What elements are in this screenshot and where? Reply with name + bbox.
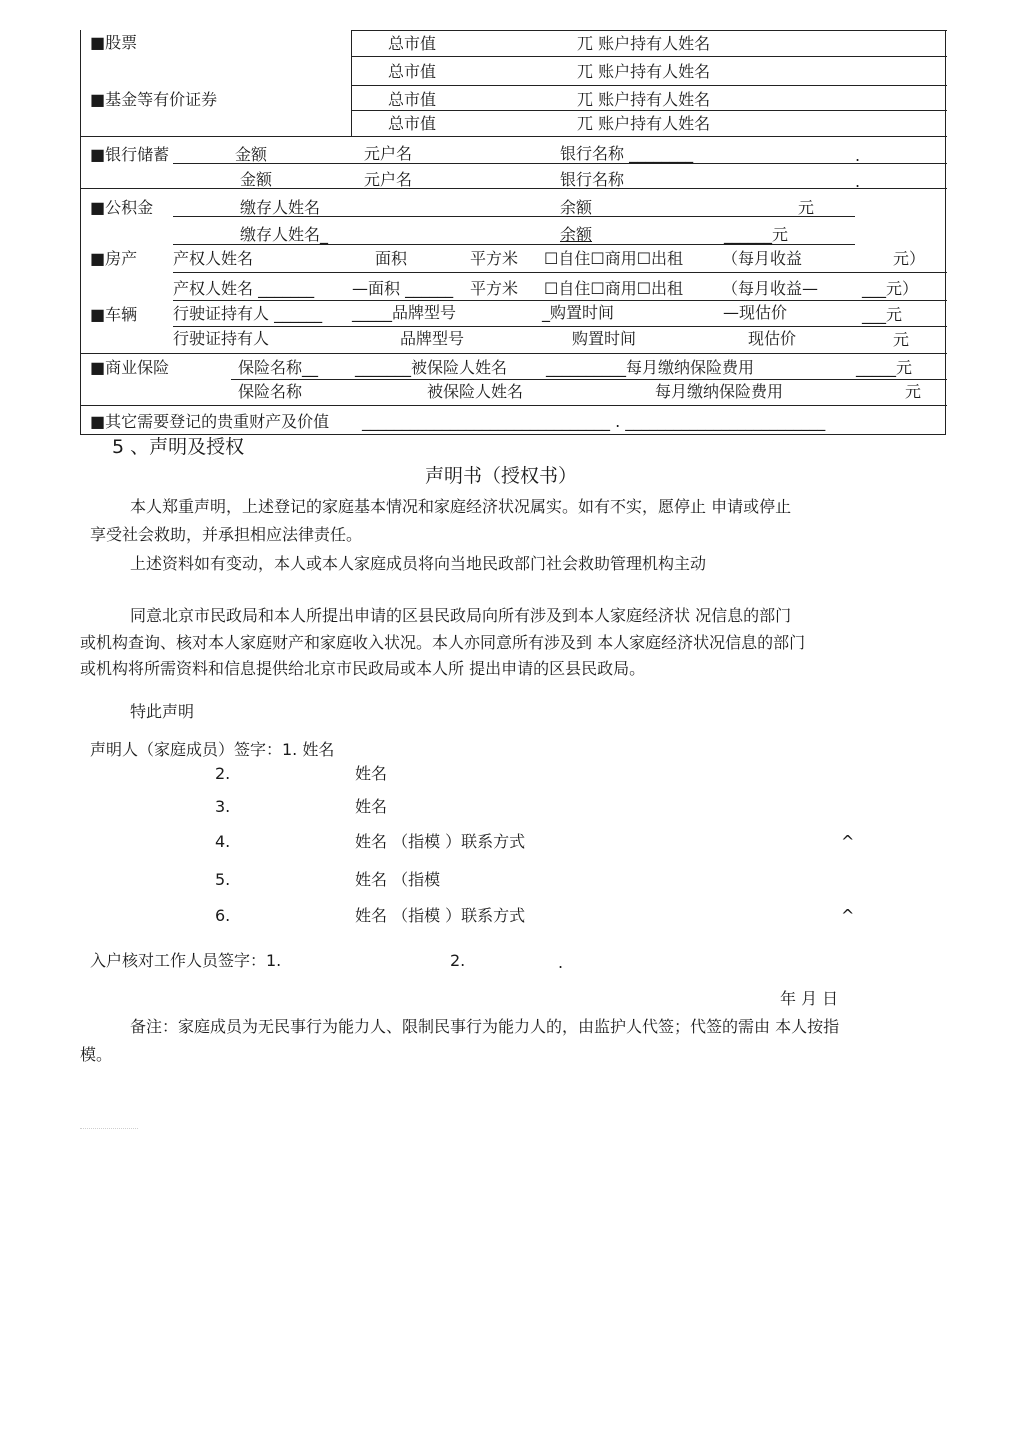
bank-account-name-2: 元户名: [364, 170, 413, 189]
fund-holder-3: 兀 账户持有人姓名: [577, 114, 711, 133]
property-income-2: （每月收益—: [722, 279, 819, 298]
housing-fund-label: ■公积金: [90, 198, 154, 217]
insurance-insured-1: _______被保险人姓名: [355, 358, 508, 377]
signature-text-5: 姓名 （指模: [355, 870, 441, 889]
signature-num-5: 5.: [215, 870, 231, 889]
insurance-label: ■商业保险: [90, 358, 170, 377]
verifier-dot: .: [558, 953, 564, 972]
property-yuan-2: ___元）: [862, 279, 919, 298]
housing-fund-depositor-2: 缴存人姓名_: [240, 225, 329, 244]
fund-market-value-1: 总市值: [388, 62, 437, 81]
housing-fund-yuan-1: 元: [798, 198, 815, 217]
declaration-title: 声明书（授权书）: [425, 465, 578, 487]
insurance-fee-1: __________每月缴纳保险费用: [546, 358, 755, 377]
bank-label: ■银行储蓄: [90, 145, 170, 164]
note-line2: 模。: [80, 1045, 113, 1064]
vehicle-value-1: —现估价: [723, 303, 788, 322]
property-area-2: —面积 ______: [352, 279, 454, 298]
property-income-1: （每月收益: [722, 249, 803, 268]
fund-holder-1: 兀 账户持有人姓名: [577, 62, 711, 81]
bank-amount-1: 金额: [235, 145, 268, 164]
housing-fund-balance-2: 余额: [560, 225, 593, 244]
bank-name-2: 银行名称: [560, 170, 625, 189]
property-sqm-2: 平方米: [470, 279, 519, 298]
vehicle-holder-2: 行驶证持有人: [173, 329, 270, 348]
vehicle-yuan-2: 元: [893, 330, 910, 349]
fund-holder-2: 兀 账户持有人姓名: [577, 90, 711, 109]
vehicle-buy-time-2: 购置时间: [572, 329, 637, 348]
signature-text-4: 姓名 （指模 ）联系方式: [355, 832, 526, 851]
vehicle-holder-1: 行驶证持有人 ______: [173, 304, 323, 323]
verifier-signature: 入户核对工作人员签字：1.: [90, 951, 282, 970]
signature-num-6: 6.: [215, 906, 231, 925]
property-yuan-1: 元）: [893, 249, 926, 268]
declaration-p3-line3: 或机构将所需资料和信息提供给北京市民政局或本人所 提出申请的区县民政局。: [80, 659, 646, 678]
stock-label: ■股票: [90, 33, 138, 52]
signature-mark-6: ^: [841, 906, 855, 925]
bank-account-name-1: 元户名: [364, 144, 413, 163]
vehicle-yuan-1: ___元: [862, 305, 903, 324]
declaration-p1-line1: 本人郑重声明，上述登记的家庭基本情况和家庭经济状况属实。如有不实，愿停止 申请或停止: [130, 497, 792, 516]
property-owner-2: 产权人姓名 _______: [173, 279, 315, 298]
property-owner-1: 产权人姓名: [173, 249, 254, 268]
declaration-p3-line1: 同意北京市民政局和本人所提出申请的区县民政局向所有涉及到本人家庭经济状 况信息的部门: [130, 606, 792, 625]
housing-fund-depositor-1: 缴存人姓名: [240, 198, 321, 217]
signature-mark-4: ^: [841, 832, 855, 851]
vehicle-value-2: 现估价: [748, 329, 797, 348]
insurance-yuan-1: _____元: [856, 358, 913, 377]
special-statement: 特此声明: [130, 702, 195, 721]
signature-lead: 声明人（家庭成员）签字：1. 姓名: [90, 740, 335, 759]
insurance-name-1: 保险名称__: [238, 358, 319, 377]
declaration-p1-line2: 享受社会救助，并承担相应法律责任。: [90, 525, 363, 544]
other-assets-fill: _______________________________ . _________________________: [362, 412, 826, 431]
stock-market-value: 总市值: [388, 34, 437, 53]
sign-date: 年 月 日: [780, 989, 839, 1008]
insurance-fee-2: 每月缴纳保险费用: [655, 382, 784, 401]
vehicle-brand-2: 品牌型号: [400, 329, 465, 348]
bank-amount-2: 金额: [240, 170, 273, 189]
fund-market-value-3: 总市值: [388, 114, 437, 133]
signature-num-3: 3.: [215, 797, 231, 816]
bank-dot-1: .: [855, 146, 861, 165]
insurance-name-2: 保险名称: [238, 382, 303, 401]
vehicle-buy-time-1: _购置时间: [542, 303, 615, 322]
declaration-p3-line2: 或机构查询、核对本人家庭财产和家庭收入状况。本人亦同意所有涉及到 本人家庭经济状况信息的部门: [80, 633, 806, 652]
signature-text-6: 姓名 （指模 ）联系方式: [355, 906, 526, 925]
bank-dot-2: .: [855, 172, 861, 191]
property-area-1: 面积: [375, 249, 408, 268]
signature-text-3: 姓名: [355, 797, 388, 816]
signature-num-4: 4.: [215, 832, 231, 851]
insurance-yuan-2: 元: [905, 382, 922, 401]
housing-fund-balance-1: 余额: [560, 198, 593, 217]
housing-fund-yuan-2: ______元: [724, 225, 789, 244]
section-5-title: 5 、声明及授权: [112, 436, 245, 458]
bank-name-1: 银行名称 ________: [560, 144, 694, 163]
vehicle-brand-1: _____品牌型号: [352, 303, 457, 322]
declaration-p2: 上述资料如有变动，本人或本人家庭成员将向当地民政部门社会救助管理机构主动: [130, 554, 707, 573]
fund-market-value-2: 总市值: [388, 90, 437, 109]
signature-text-2: 姓名: [355, 764, 388, 783]
property-sqm-1: 平方米: [470, 249, 519, 268]
note-line1: 备注：家庭成员为无民事行为能力人、限制民事行为能力人的，由监护人代签；代签的需由 本人按指: [130, 1017, 840, 1036]
scan-artifact-divider: [80, 1128, 138, 1129]
property-label: ■房产: [90, 249, 138, 268]
vehicle-label: ■车辆: [90, 305, 138, 324]
insurance-insured-2: 被保险人姓名: [427, 382, 524, 401]
other-assets-label: ■其它需要登记的贵重财产及价值: [90, 412, 330, 431]
stock-holder: 兀 账户持有人姓名: [577, 34, 711, 53]
property-use-1: ☐自住☐商用☐出租: [544, 249, 684, 268]
verifier-signature-2: 2.: [450, 951, 466, 970]
fund-label: ■基金等有价证券: [90, 90, 218, 109]
signature-num-2: 2.: [215, 764, 231, 783]
property-use-2: ☐自住☐商用☐出租: [544, 279, 684, 298]
